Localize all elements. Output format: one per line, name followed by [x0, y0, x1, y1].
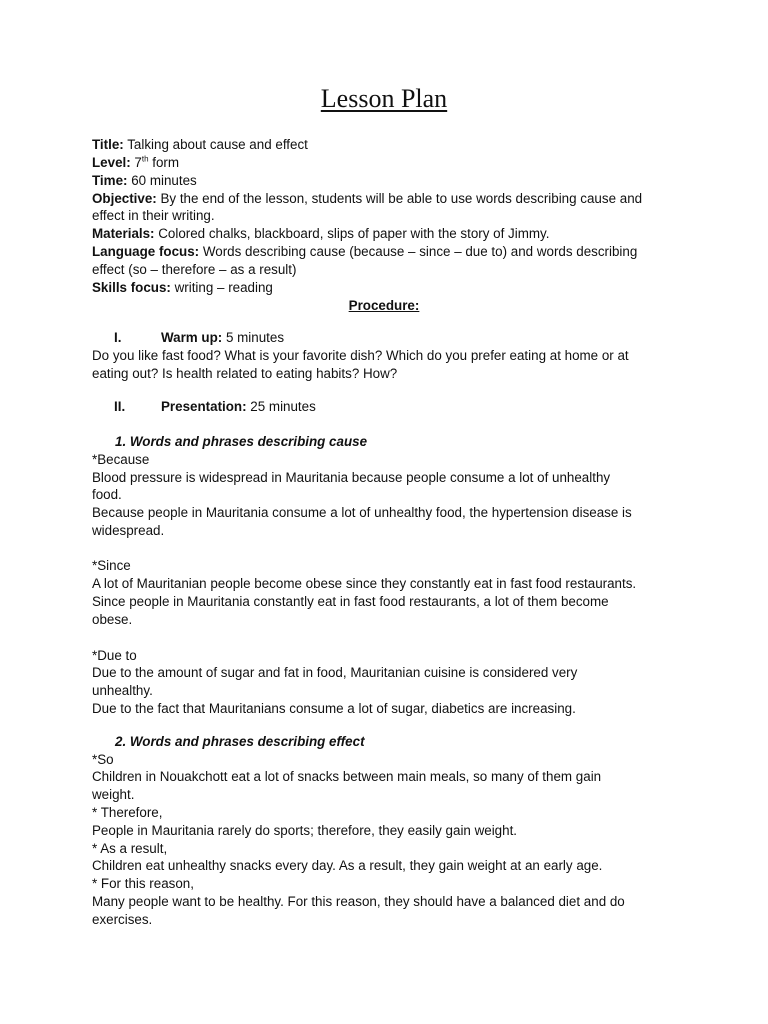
warmup-value: 5 minutes [222, 330, 285, 345]
warmup-numeral: I. [114, 330, 122, 345]
info-materials [92, 225, 692, 243]
therefore-label: * Therefore, [92, 805, 163, 820]
info-level [92, 154, 692, 172]
presentation-value: 25 minutes [246, 399, 316, 414]
so-line-1: Children in Nouakchott eat a lot of snacks between main meals, so many of them gain [92, 769, 602, 784]
warmup-label: Warm up: [161, 330, 223, 345]
since-line-2: Since people in Mauritania constantly eat in fast food restaurants, a lot of them become [92, 594, 609, 609]
so-line-2: weight. [92, 787, 135, 802]
dueto-label: *Due to [92, 648, 137, 663]
language-label: Language focus: [92, 244, 200, 259]
because-line-3: Because people in Mauritania consume a lot of unhealthy food, the hypertension disease is [92, 505, 632, 520]
level-after: form [148, 155, 180, 170]
asaresult-label: * As a result, [92, 841, 168, 856]
warmup-heading [161, 329, 761, 347]
materials-value: Colored chalks, blackboard, slips of paper with the story of Jimmy. [154, 226, 550, 241]
skills-label: Skills focus: [92, 280, 171, 295]
time-label: Time: [92, 173, 128, 188]
page-title: Lesson Plan [320, 84, 448, 113]
level-superscript: th [141, 154, 149, 164]
presentation-heading [161, 398, 761, 416]
language-value: Words describing cause (because – since – due to) and words describing [199, 244, 638, 259]
level-value: 7 [130, 155, 142, 170]
level-label: Level: [92, 155, 131, 170]
so-label: *So [92, 752, 114, 767]
dueto-line-3: Due to the fact that Mauritanians consume a lot of sugar, diabetics are increasing. [92, 701, 576, 716]
title-label: Title: [92, 137, 124, 152]
objective-value: By the end of the lesson, students will be able to use words describing cause and [156, 191, 643, 206]
warmup-line-2: eating out? Is health related to eating habits? How? [92, 366, 398, 381]
objective-line-2: effect in their writing. [92, 208, 215, 223]
because-line-1: Blood pressure is widespread in Mauritania because people consume a lot of unhealthy [92, 470, 611, 485]
forthis-line-1: Many people want to be healthy. For this reason, they should have a balanced diet and do [92, 894, 625, 909]
because-label: *Because [92, 452, 150, 467]
cause-heading: 1. Words and phrases describing cause [115, 434, 368, 449]
asaresult-line-1: Children eat unhealthy snacks every day. As a result, they gain weight at an early age. [92, 858, 603, 873]
presentation-label: Presentation: [161, 399, 247, 414]
warmup-line-1: Do you like fast food? What is your favorite dish? Which do you prefer eating at home or at [92, 348, 629, 363]
time-value: 60 minutes [127, 173, 197, 188]
info-language-focus [92, 243, 692, 261]
materials-label: Materials: [92, 226, 155, 241]
language-line-2: effect (so – therefore – as a result) [92, 262, 297, 277]
therefore-line-1: People in Mauritania rarely do sports; therefore, they easily gain weight. [92, 823, 518, 838]
presentation-numeral: II. [114, 399, 126, 414]
dueto-line-2: unhealthy. [92, 683, 153, 698]
since-label: *Since [92, 558, 131, 573]
info-title [92, 136, 692, 154]
info-time [92, 172, 692, 190]
dueto-line-1: Due to the amount of sugar and fat in food, Mauritanian cuisine is considered very [92, 665, 578, 680]
because-line-4: widespread. [92, 523, 165, 538]
effect-heading: 2. Words and phrases describing effect [115, 734, 365, 749]
info-skills-focus [92, 279, 692, 297]
forthis-line-2: exercises. [92, 912, 153, 927]
skills-value: writing – reading [170, 280, 273, 295]
since-line-1: A lot of Mauritanian people become obese since they constantly eat in fast food restaurants. [92, 576, 637, 591]
objective-label: Objective: [92, 191, 157, 206]
title-value: Talking about cause and effect [123, 137, 308, 152]
since-line-3: obese. [92, 612, 133, 627]
forthis-label: * For this reason, [92, 876, 194, 891]
because-line-2: food. [92, 487, 122, 502]
info-objective [92, 190, 692, 208]
procedure-heading: Procedure: [348, 298, 420, 313]
